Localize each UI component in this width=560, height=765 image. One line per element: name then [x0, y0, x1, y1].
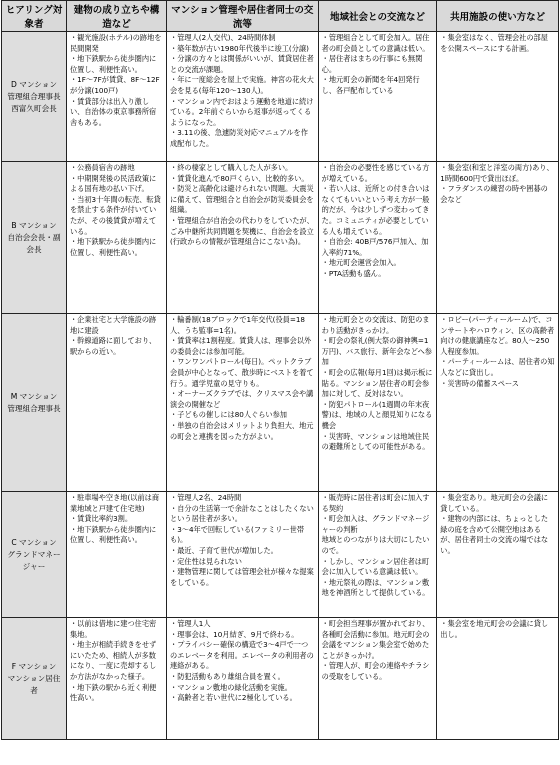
row-label [2, 162, 67, 314]
cell-line: ・集会室はなく、管理会社の部屋を公開スペースにする計画。 [440, 33, 548, 53]
cell-community [318, 492, 437, 618]
cell-line: ・地元町会の新聞を年4回発行し、各戸配布している [321, 75, 420, 95]
table-row [2, 32, 559, 162]
cell-line: ・幹線道路に面しており、駅からの近い。 [69, 336, 157, 356]
cell-line: ・集会室を地元町会の会議に貸し出し。 [440, 619, 549, 639]
cell-facilities [437, 618, 559, 740]
cell-line: ・3.11の後、急遽防災対応マニュアルを作成配布した。 [170, 128, 308, 148]
row-label-line: C マンション [11, 537, 57, 547]
row-label-line: 西富久町会長 [11, 103, 57, 113]
row-label [2, 314, 67, 492]
cell-line: ・オーナーズクラブでは、クリスマス会や講演会の開催など [170, 389, 314, 409]
cell-line: ・災害時の備蓄スペース [440, 378, 519, 388]
cell-line: ・ワンワンパトロール(毎日)。ペットクラブ会員が中心となって、散歩時にベストを着て行う。通学児童の見守りも。 [170, 357, 314, 388]
cell-line: ・企業社宅と大学施設の跡地に建設 [69, 315, 157, 335]
cell-structure [66, 618, 166, 740]
cell-line: ・災害時、マンションは地域住民の避難所としての可能性がある。 [321, 431, 430, 452]
row-label-line: B マンション [11, 220, 57, 230]
table-header-row [2, 1, 559, 32]
cell-line: ・地下鉄駅から徒歩圏内に位置し、利便性高い。 [69, 524, 157, 545]
cell-line: ・終の棲家として購入した人が多い。 [170, 163, 293, 172]
header-community: 地域社会との交流など [318, 1, 437, 32]
header-facilities: 共用施設の使い方など [437, 1, 559, 32]
cell-line: ・管理人2名、24時間 [170, 493, 242, 502]
table-row [2, 618, 559, 740]
cell-line: ・フラダンスの練習の時や囲碁の会など [440, 184, 548, 204]
cell-line: ・中期開発後の民活政策による国有地の払い下げ。 [69, 173, 157, 194]
cell-line: ・地元祭礼の際は、マンション敷地を神酒所として提供している。 [321, 577, 430, 598]
cell-line: ・自分の生活第一で余計なことはしたくないという居住者が多い。 [170, 503, 314, 524]
cell-structure [66, 492, 166, 618]
cell-line: ・マンション内でおはよう運動を地道に続けている。2年前ぐらいから返事が返ってくるようになった。 [170, 96, 314, 127]
row-label [2, 618, 67, 740]
cell-line: ・1F〜7Fが賃貸、8F〜12Fが分譲(100戸) [69, 75, 160, 95]
cell-line: ・賃貸部分は出入り激しい、自治体の東京事務所宿舎もある。 [69, 96, 157, 127]
cell-line: ・パーティールームは、居住者の知人などに貸出し。 [440, 357, 555, 377]
cell-line: ・3〜4年で回転している(ファミリー世帯も)。 [170, 524, 305, 545]
cell-line: ・地元町会運営会加入。 [321, 258, 401, 268]
cell-line: ・地下鉄駅から徒歩圏内に位置し、利便性高い。 [69, 237, 157, 257]
cell-community [318, 32, 437, 162]
cell-line: ・管理人1人 [170, 619, 211, 628]
row-label [2, 32, 67, 162]
cell-management [167, 162, 319, 314]
row-label-line: マンション居住者 [7, 673, 61, 695]
table-row [2, 162, 559, 314]
row-label-line: F マンション [11, 661, 57, 671]
cell-line: ・防犯活動もあり雄組合員を置く。 [170, 671, 285, 681]
row-label-line: 自治会会長・副会長 [7, 232, 61, 254]
cell-line: ・賃貸化進んで80戸くらい、比較的多い。 [170, 173, 309, 183]
cell-line: 地域とのつながりは大切にしたいので。 [321, 535, 430, 555]
cell-line: ・町会の祭礼(例大祭の御神輿=1万円)、バス旅行、新年会などへ参加 [321, 336, 432, 367]
cell-line: ・観光施設(ホテル)の跡地を民間開発 [69, 33, 162, 53]
cell-line: ・販売時に居住者は町会に加入する契約 [321, 493, 430, 513]
cell-line: ・建物の内部には、ちょっとした緑の庭を含めて公開空地はあるが、居住者同士の交流の場ではない。 [440, 514, 549, 555]
cell-line: ・年に一度総会を屋上で実施。神宮の花火大会を見る(毎年120〜130人)。 [170, 75, 314, 95]
cell-line: ・地下鉄の駅から近く利便性高い。 [69, 682, 157, 703]
cell-line: ・管理人が、町会の連絡やチラシの受取をしている。 [321, 661, 430, 681]
header-management: マンション管理や居住者同士の交流等 [167, 1, 319, 32]
cell-structure [66, 32, 166, 162]
header-structure: 建物の成り立ちや構造など [66, 1, 166, 32]
cell-line: ・ロビー(パーティールーム)で、コンサートやハロウィン、区の高齢者向けの健康講座など。80人〜250人程度参加。 [440, 315, 555, 356]
cell-line: ・当初3十年間の転売、転貸を禁止する条件が付いていたが、その後賃貸が増えている。 [69, 194, 161, 236]
cell-line: ・マンション敷地の緑化活動を実施。 [170, 682, 292, 692]
cell-line: ・公務員宿舎の跡地 [69, 163, 135, 172]
cell-line: ・子どもの催しには80人ぐらい参加 [170, 410, 287, 420]
cell-line: ・自治会: 40B戸/576戸加入、加入率約71%。 [321, 237, 429, 257]
table-row [2, 492, 559, 618]
row-label [2, 492, 67, 618]
cell-facilities [437, 492, 559, 618]
cell-line: ・しかし、マンション居住者は町会に加入している意識は低い。 [321, 556, 430, 577]
cell-line: ・集会室あり。地元町会の会議に貸している。 [440, 493, 549, 513]
hearing-table [1, 0, 559, 740]
table-row [2, 314, 559, 492]
cell-line: ・町会担当理事が置かれており、各種町会活動に参加。地元町会の会議をマンション集会室で始めたことがきっかけ。 [321, 619, 430, 660]
cell-line: ・輪番制(18ブロックで1年交代(役員=18人、うち監事=1名)。 [170, 315, 305, 335]
cell-line: ・建物管理に関しては管理会社が様々な提案をしている。 [170, 567, 314, 587]
cell-management [167, 314, 319, 492]
cell-line: ・地主が相続手続きをせずにいたため、相続人が多数になり、一度に売却するしか方法がなかった様子。 [69, 640, 157, 681]
cell-line: ・賃貸率は1割程度。賃貸人は、理事会以外の委員会には参加可能。 [170, 336, 312, 356]
cell-community [318, 162, 437, 314]
cell-structure [66, 162, 166, 314]
cell-facilities [437, 32, 559, 162]
cell-management [167, 32, 319, 162]
cell-line: ・最近、子育て世代が増加した。 [170, 545, 278, 555]
cell-line: ・自治会の必要性を感じている方が増えている。 [321, 163, 430, 183]
cell-community [318, 618, 437, 740]
header-target: ヒアリング対象者 [2, 1, 67, 32]
cell-line: ・若い人は、近所との付き合いはなくてもいいという考え方が一般的だが、今は少しずつ変わってきた。コミュニティが必要としている人も増えている。 [321, 184, 430, 236]
row-label-line: D マンション [11, 79, 57, 89]
cell-facilities [437, 162, 559, 314]
cell-line: ・以前は借地に建つ住宅密集地。 [69, 619, 157, 639]
row-label-line: 管理組合理事長 [7, 403, 61, 413]
cell-line: ・単独の自治会はメリットより負担大、地元の町会と連携を図った方がよい。 [170, 420, 314, 441]
cell-line: ・地元町会との交流は、防犯のまわり活動がきっかけ。 [321, 315, 430, 335]
cell-line: ・PTA活動も盛ん。 [321, 268, 386, 278]
cell-line: ・築年数が古い1980年代後半に竣工(分譲) [170, 43, 309, 53]
cell-line: ・駐車場や空き地(以前は商業地域と戸建て住宅地) [69, 493, 160, 513]
cell-community [318, 314, 437, 492]
cell-structure [66, 314, 166, 492]
cell-line: ・管理人(2人交代)、24時間体制 [170, 33, 276, 42]
cell-line: ・定住性は見られない [170, 556, 242, 566]
cell-management [167, 618, 319, 740]
row-label-line: 管理組合理事長 [7, 91, 61, 101]
row-label-line: M マンション [10, 391, 58, 401]
cell-line: ・地下鉄駅から徒歩圏内に位置し、利便性高い。 [69, 54, 157, 74]
cell-management [167, 492, 319, 618]
row-label-line: グランドマネージャー [7, 549, 61, 571]
cell-facilities [437, 314, 559, 492]
cell-line: ・町会の広報(毎月1回)は掲示板に貼る。マンション居住者の町会参加に対して、反対はない。 [321, 367, 433, 399]
cell-line: ・町会加入は、グランドマネージャーの判断 [321, 514, 430, 534]
cell-line: ・高齢者と若い世代に2極化している。 [170, 693, 297, 703]
cell-line: ・管理組合が自治会の代わりをしていたが、ごみ中継所共同問題を契機に、自治会を設立(行政からの情報が管理組合にこない為)。 [170, 215, 314, 247]
cell-line: ・防犯パトロール(1週間の年末夜警)は、地域の人と顔見知りになる機会 [321, 399, 433, 430]
cell-line: ・防災と高齢化は避けられない問題。大震災に備えて、管理組合と自治会が防災委員会を組織。 [170, 184, 314, 215]
cell-line: ・分譲の方々とは関係がいいが、賃貸居住者との交流が課題。 [170, 54, 314, 74]
cell-line: ・賃貸比率約3割。 [69, 514, 133, 524]
cell-line: ・居住者はまちの行事にも無関心。 [321, 54, 423, 74]
cell-line: ・理事会は、10月結ぎ、9月で終わる。 [170, 629, 299, 639]
cell-line: ・集会室(和室と洋室の両方)あり、1時間600円で貸出ほぼ。 [440, 163, 554, 183]
cell-line: ・管理組合として町会加入。居住者の町会員としての意識は低い。 [321, 33, 430, 53]
cell-line: ・プライバシー確保の構造で3〜4戸で一つのエレベータを利用。エレベータの利用者の連絡がある。 [170, 640, 314, 671]
